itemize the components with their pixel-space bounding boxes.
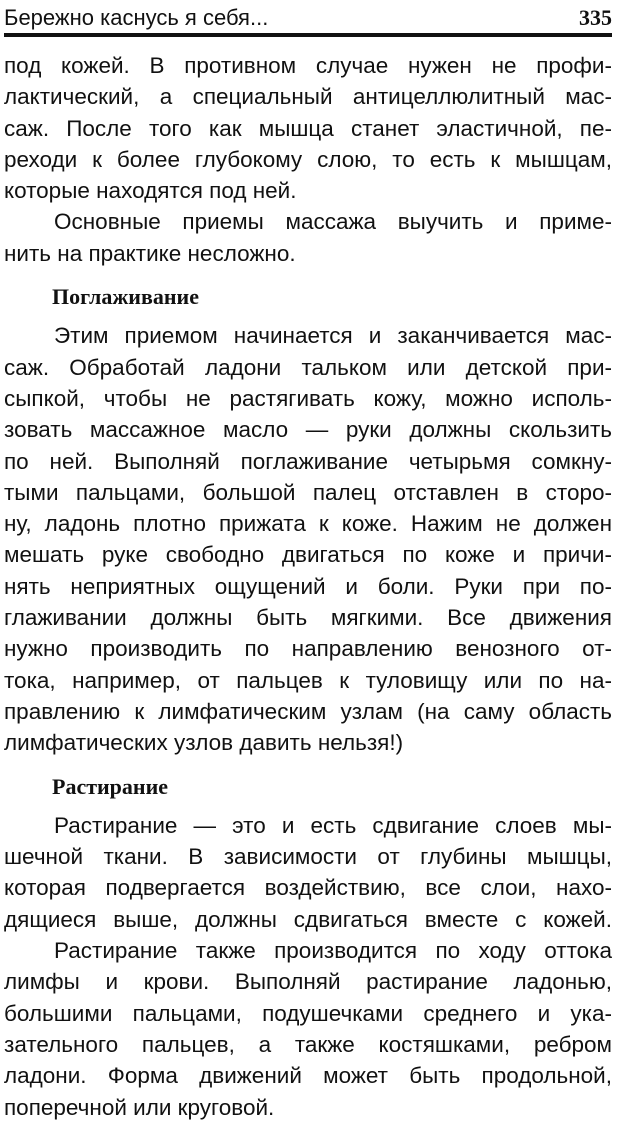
- section-heading-rubbing: Растирание: [52, 773, 169, 799]
- page-number: 335: [579, 5, 612, 30]
- text-line: зательного пальцев, а также костяшками, ребром: [4, 1031, 612, 1057]
- spacer: [4, 269, 612, 281]
- running-title: Бережно каснусь я себя...: [4, 5, 269, 30]
- section-heading-stroking: Поглаживание: [52, 284, 199, 310]
- text-line: сыпкой, чтобы не растягивать кожу, можно исполь-: [4, 385, 612, 411]
- text-line: нужно производить по направлению венозного от-: [4, 636, 612, 662]
- spacer: [4, 759, 612, 771]
- text-line: по ней. Выполняй поглаживание четырьмя сомкну-: [4, 448, 612, 474]
- spacer: [4, 802, 612, 810]
- text-line: мешать руке свободно двигаться по коже и причи-: [4, 542, 612, 568]
- text-line: нять неприятных ощущений и боли. Руки при по-: [4, 573, 612, 599]
- text-line: дящиеся выше, должны сдвигаться вместе с кожей.: [4, 906, 612, 932]
- text-line: Растирание также производится по ходу оттока: [54, 938, 612, 964]
- text-line: правлению к лимфатическим узлам (на саму область: [4, 698, 612, 724]
- text-line: лимфы и крови. Выполняй растирание ладонью,: [4, 969, 612, 995]
- running-header: [4, 2, 612, 32]
- spacer: [4, 312, 612, 320]
- header-rule: [4, 33, 612, 37]
- text-line: саж. После того как мышца станет эластичной, пе-: [4, 115, 612, 141]
- text-line: реходи к более глубокому слою, то есть к мышцам,: [4, 146, 612, 172]
- text-line: тыми пальцами, большой палец отставлен в сторо-: [4, 479, 612, 505]
- text-line: под кожей. В противном случае нужен не профи-: [4, 53, 612, 78]
- text-line: Этим приемом начинается и заканчивается мас-: [54, 323, 612, 349]
- text-line: Растирание — это и есть сдвигание слоев мы-: [54, 812, 612, 838]
- text-line: зовать массажное масло — руки должны скользить: [4, 417, 612, 443]
- text-line: которые находятся под ней.: [4, 178, 297, 204]
- text-line: саж. Обработай ладони тальком или детской при-: [4, 354, 612, 380]
- text-line: тока, например, от пальцев к туловищу или по на-: [4, 667, 612, 693]
- text-line: большими пальцами, подушечками среднего и ука-: [4, 1000, 612, 1026]
- text-line: которая подвергается воздействию, все слои, нахо-: [4, 875, 612, 901]
- text-line: шечной ткани. В зависимости от глубины мышцы,: [4, 844, 612, 870]
- body-text: [4, 50, 612, 1123]
- text-line: лимфатических узлов давить нельзя!): [4, 730, 404, 756]
- text-line: Основные приемы массажа выучить и приме-: [54, 209, 612, 235]
- text-line: нить на практике несложно.: [4, 240, 296, 266]
- text-line: лактический, а специальный антицеллюлитный мас-: [4, 84, 612, 110]
- text-line: глаживании должны быть мягкими. Все движения: [4, 605, 612, 631]
- text-line: поперечной или круговой.: [4, 1094, 275, 1120]
- text-line: ну, ладонь плотно прижата к коже. Нажим не должен: [4, 511, 612, 537]
- text-line: ладони. Форма движений может быть продольной,: [4, 1063, 612, 1089]
